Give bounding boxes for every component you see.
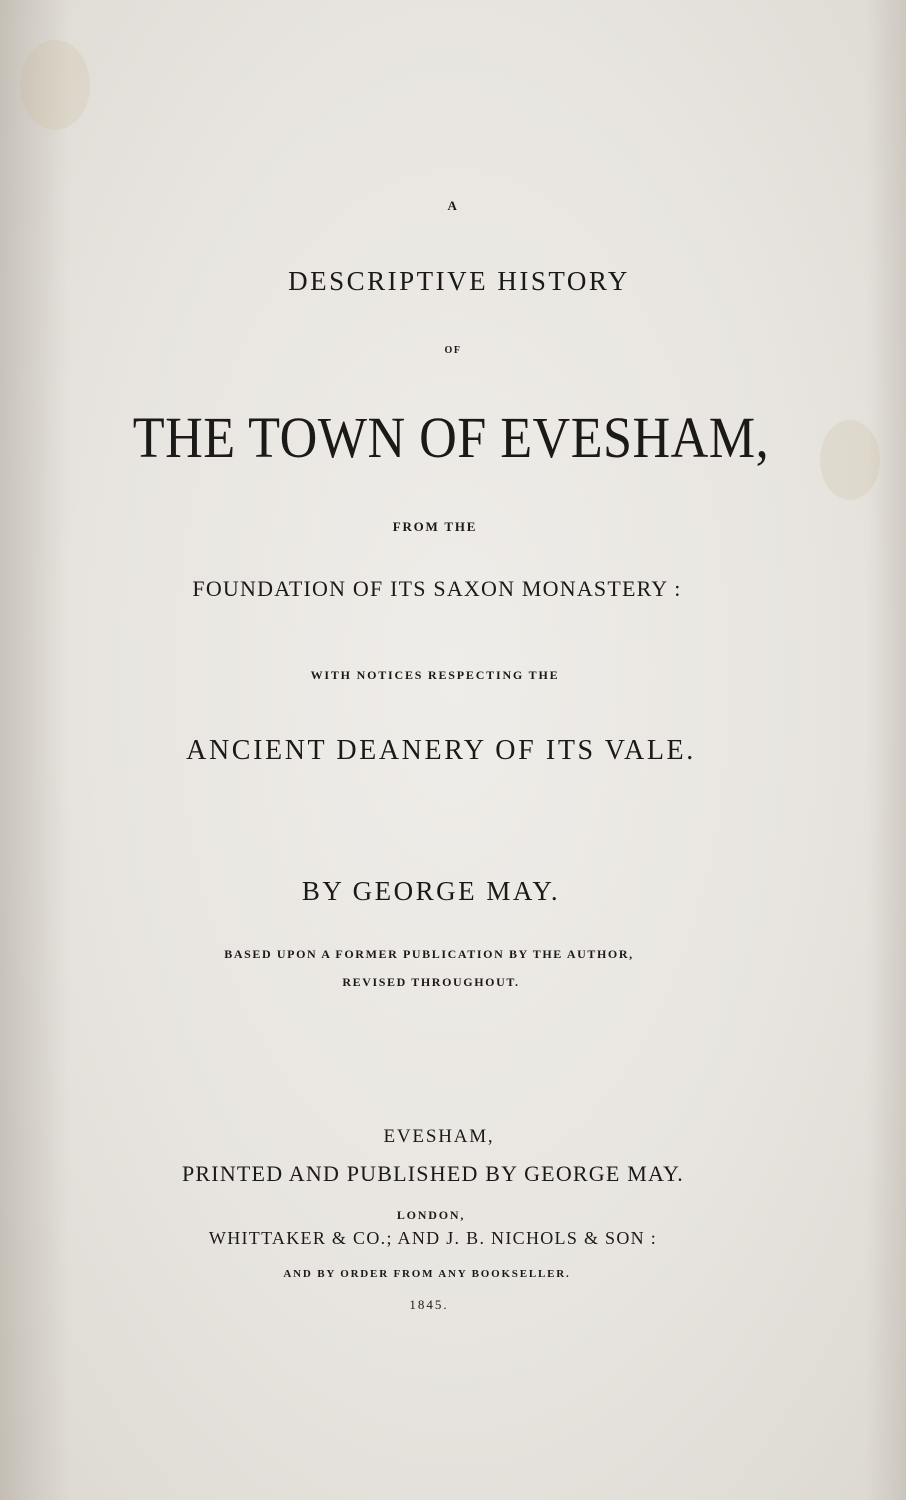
imprint-printer: PRINTED AND PUBLISHED BY GEORGE MAY. bbox=[182, 1161, 684, 1186]
main-title: THE TOWN OF EVESHAM, bbox=[132, 405, 770, 470]
imprint-order: AND BY ORDER FROM ANY BOOKSELLER. bbox=[283, 1268, 571, 1280]
author-line: BY GEORGE MAY. bbox=[301, 876, 561, 906]
imprint-booksellers: WHITTAKER & CO.; AND J. B. NICHOLS & SON : bbox=[208, 1228, 658, 1248]
note-line-1: BASED UPON A FORMER PUBLICATION BY THE AUTHOR, bbox=[224, 947, 634, 961]
imprint-year: 1845. bbox=[409, 1297, 449, 1312]
foundation-line: FOUNDATION OF ITS SAXON MONASTERY : bbox=[192, 576, 682, 601]
note-line-2: REVISED THROUGHOUT. bbox=[342, 975, 520, 989]
imprint-place: EVESHAM, bbox=[383, 1126, 495, 1147]
title-article: A bbox=[447, 198, 459, 213]
imprint-london: LONDON, bbox=[396, 1208, 466, 1222]
deanery-line: ANCIENT DEANERY OF ITS VALE. bbox=[186, 735, 696, 766]
from-the: FROM THE bbox=[392, 519, 478, 534]
paper-stain bbox=[20, 40, 90, 130]
title-of: OF bbox=[444, 345, 462, 356]
with-notices-line: WITH NOTICES RESPECTING THE bbox=[310, 668, 560, 682]
title-subject: DESCRIPTIVE HISTORY bbox=[288, 266, 630, 296]
